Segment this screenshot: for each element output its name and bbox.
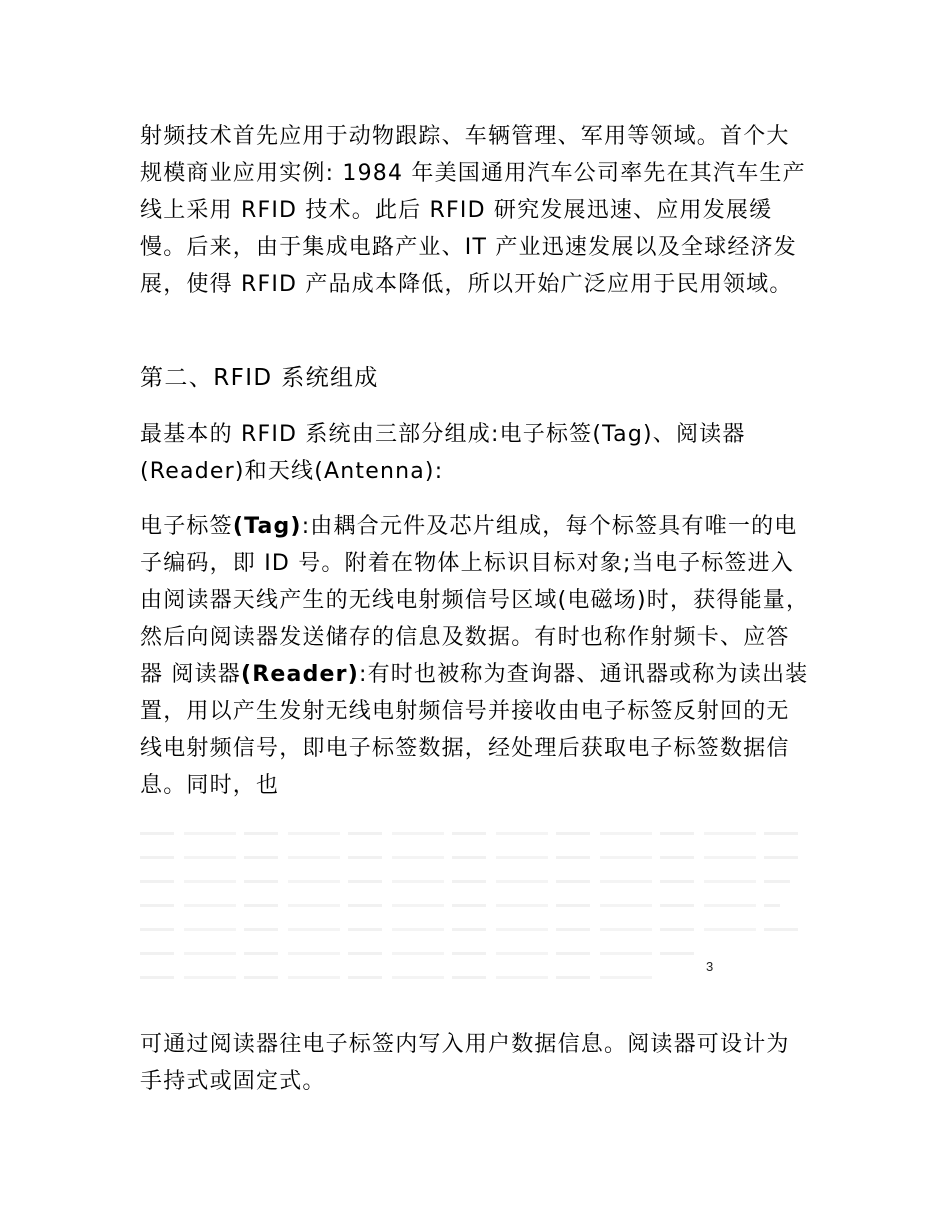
paragraph-rfid-history: 射频技术首先应用于动物跟踪、车辆管理、军用等领域。首个大规模商业应用实例: 1984 年美国通用汽车公司率先在其汽车生产线上采用 RFID 技术。此后 RFID 研究发展迅速、应用发展缓慢。后来，由于集成电路产业、IT 产业迅速发展以及全球经济发展，使得 RFID 产品成本降低，所以开始广泛应用于民用领域。 bbox=[140, 124, 806, 297]
page-number: 3 bbox=[706, 959, 714, 974]
paragraph-reader-write: 可通过阅读器往电子标签内写入用户数据信息。阅读器可设计为手持式或固定式。 bbox=[140, 1032, 790, 1094]
reader-term: (Reader) bbox=[241, 662, 359, 687]
section-heading: 第二、RFID 系统组成 bbox=[140, 365, 379, 391]
paragraph-tag-reader bbox=[140, 508, 812, 804]
faded-line bbox=[140, 952, 700, 955]
faded-line bbox=[140, 976, 660, 979]
faded-line bbox=[140, 904, 780, 907]
tag-label: 电子标签 bbox=[140, 514, 233, 539]
faded-footer-area bbox=[140, 822, 812, 1004]
faded-line bbox=[140, 856, 808, 859]
tag-term: (Tag) bbox=[232, 514, 302, 539]
faded-line bbox=[140, 928, 804, 931]
faded-line bbox=[140, 832, 800, 835]
tag-description: :由耦合元件及芯片组成，每个标签具有唯一的电子编码，即 ID 号。附着在物体上标识目标对象;当电子标签进入由阅读器天线产生的无线电射频信号区域(电磁场)时，获得能量，然后向阅读器发送储存的信息及数据。有时也称作射频卡、应答器 bbox=[140, 514, 810, 687]
reader-description: :有时也被称为查询器、通讯器或称为读出装置，用以产生发射无线电射频信号并接收由电子标签反射回的无线电射频信号，即电子标签数据，经处理后获取电子标签数据信息。同时，也 bbox=[140, 662, 809, 798]
faded-line bbox=[140, 880, 790, 883]
paragraph-system-components: 最基本的 RFID 系统由三部分组成:电子标签(Tag)、阅读器(Reader)和天线(Antenna): bbox=[140, 422, 746, 484]
reader-label: 阅读器 bbox=[171, 662, 242, 687]
